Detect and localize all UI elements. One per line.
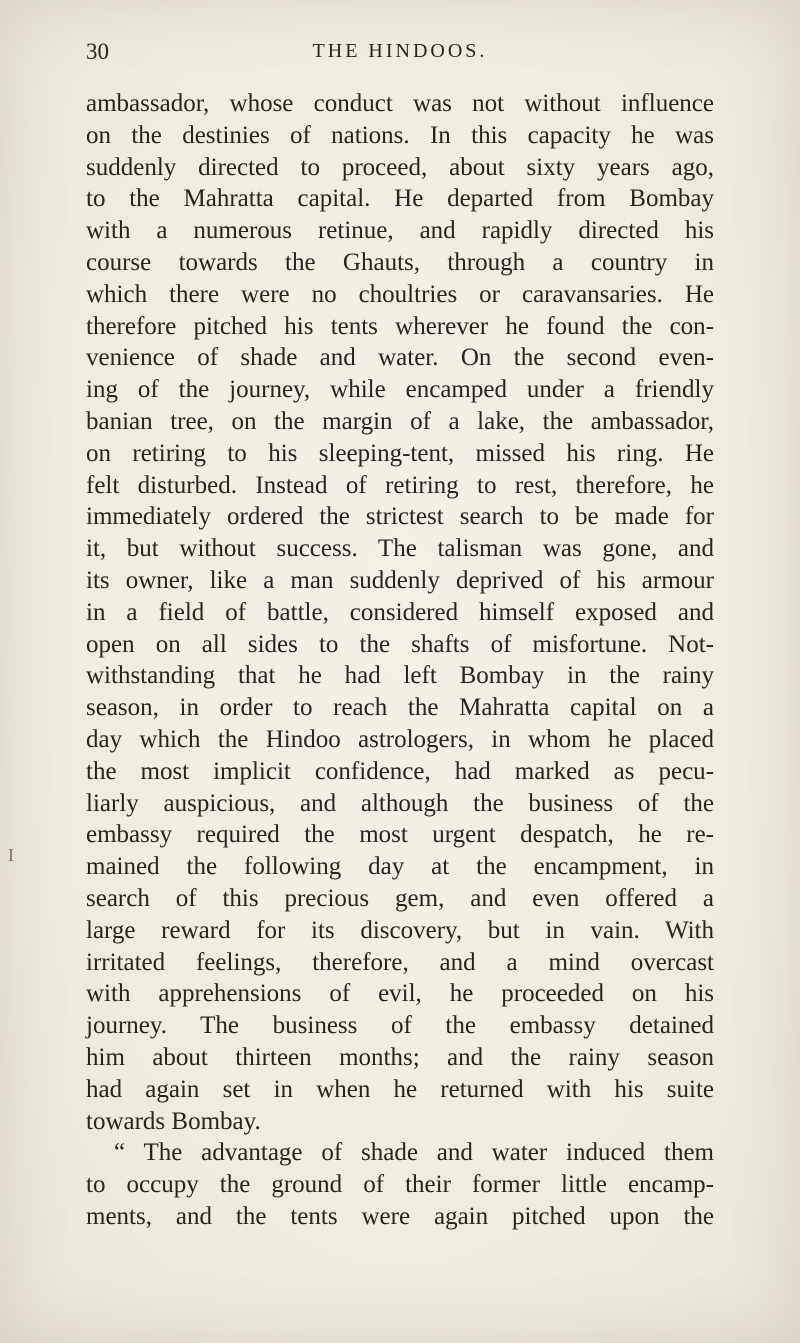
text-line: had again set in when he returned with his suite — [86, 1075, 714, 1103]
text-line: venience of shade and water. On the second even- — [86, 344, 714, 372]
text-line: on retiring to his sleeping-tent, missed his ring. He — [86, 439, 714, 467]
page-number: 30 — [86, 39, 109, 64]
text-line: ambassador, whose conduct was not without influence — [86, 90, 714, 117]
text-line-paragraph-start: “ The advantage of shade and water induced them — [114, 1139, 714, 1167]
text-line: its owner, like a man suddenly deprived of his armour — [86, 566, 714, 594]
text-line: felt disturbed. Instead of retiring to rest, therefore, he — [86, 471, 714, 499]
text-line: him about thirteen months; and the rainy season — [86, 1043, 714, 1071]
page-header — [86, 36, 714, 68]
text-line: open on all sides to the shafts of misfortune. Not- — [86, 630, 714, 658]
text-line: liarly auspicious, and although the business of the — [86, 789, 714, 817]
text-line: day which the Hindoo astrologers, in whom he placed — [86, 725, 714, 753]
text-line: to occupy the ground of their former little encamp- — [86, 1171, 714, 1199]
text-line: to the Mahratta capital. He departed from Bombay — [86, 185, 714, 213]
text-line: season, in order to reach the Mahratta capital on a — [86, 694, 714, 722]
text-line: search of this precious gem, and even offered a — [86, 884, 714, 912]
text-line: the most implicit confidence, had marked as pecu- — [86, 757, 714, 785]
body-text-block — [86, 88, 714, 1233]
text-line: in a field of battle, considered himself exposed and — [86, 598, 714, 626]
text-line: on the destinies of nations. In this capacity he was — [86, 121, 714, 149]
text-line: suddenly directed to proceed, about sixty years ago, — [86, 153, 714, 181]
text-line: it, but without success. The talisman was gone, and — [86, 535, 714, 563]
text-line: withstanding that he had left Bombay in the rainy — [86, 662, 714, 690]
text-line: ments, and the tents were again pitched upon the — [86, 1202, 714, 1230]
text-line: irritated feelings, therefore, and a mind overcast — [86, 948, 714, 976]
text-line: therefore pitched his tents wherever he found the con- — [86, 312, 714, 340]
scan-artifact-margin-mark: I — [8, 845, 14, 865]
text-line: which there were no choultries or caravansaries. He — [86, 280, 714, 308]
text-line: course towards the Ghauts, through a country in — [86, 248, 714, 276]
text-line: journey. The business of the embassy detained — [86, 1012, 714, 1040]
text-line: mained the following day at the encampment, in — [86, 853, 714, 881]
running-title: THE HINDOOS. — [312, 40, 488, 62]
text-line: embassy required the most urgent despatch, he re- — [86, 821, 714, 849]
text-line: large reward for its discovery, but in vain. With — [86, 916, 714, 944]
text-line: with apprehensions of evil, he proceeded on his — [86, 980, 714, 1008]
text-line: ing of the journey, while encamped under a friendly — [86, 376, 714, 404]
text-line: immediately ordered the strictest search to be made for — [86, 503, 714, 531]
text-line-paragraph-end: towards Bombay. — [86, 1107, 261, 1135]
text-line: banian tree, on the margin of a lake, the ambassador, — [86, 407, 714, 435]
text-line: with a numerous retinue, and rapidly directed his — [86, 217, 714, 245]
